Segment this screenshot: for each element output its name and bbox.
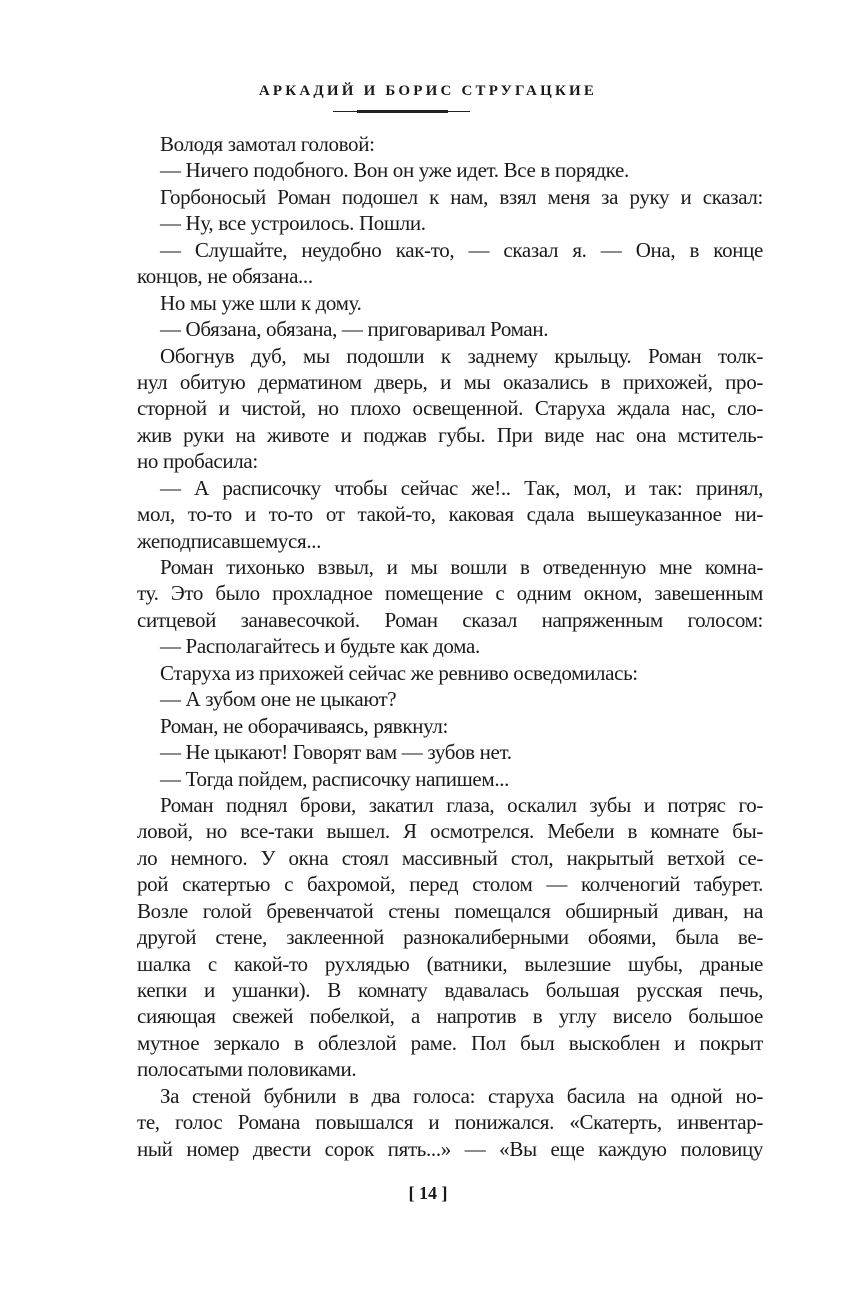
text-line: — Ну, все устроилось. Пошли. [160,211,426,236]
text-line: кепки и ушанки). В комнату вдавалась большая русская печь, [137,978,763,1002]
text-line: концов, не обязана... [137,264,313,289]
text-line: — А зубом оне не цыкают? [160,687,397,712]
body-text [137,131,763,1162]
text-line: ло немного. У окна стоял массивный стол, накрытый ветхой се- [137,845,763,870]
text-line: сторной и чистой, но плохо освещенной. Старуха ждала нас, сло- [137,396,763,421]
text-line: Горбоносый Роман подошел к нам, взял меня за руку и сказал: [160,184,763,209]
text-line: мутное зеркало в облезлой раме. Пол был выскоблен и покрыт [137,1030,763,1055]
text-line: Володя замотал головой: [160,132,375,156]
text-line: Но мы уже шли к дому. [160,290,362,315]
text-line: — Ничего подобного. Вон он уже идет. Все в порядке. [160,158,629,183]
text-line: жив руки на животе и поджав губы. При виде нас она мститель- [137,422,763,447]
text-line: но пробасила: [137,449,258,474]
text-line: — А расписочку чтобы сейчас же!.. Так, мол, и так: принял, [160,475,763,500]
text-line: Роман поднял брови, закатил глаза, оскалил зубы и потряс го- [160,792,763,817]
running-header: АРКАДИЙ И БОРИС СТРУГАЦКИЕ [258,83,598,99]
text-line: другой стене, заклеенной разнокалиберными обоями, была ве- [137,925,763,950]
text-line: шалка с какой-то рухлядью (ватники, вылезшие шубы, драные [137,951,763,976]
text-line: — Располагайтесь и будьте как дома. [160,634,480,659]
text-line: те, голос Романа повышался и понижался. «Скатерть, инвентар- [137,1110,763,1135]
text-line: рой скатертью с бахромой, перед столом — колченогий табурет. [137,872,763,897]
text-line: ту. Это было прохладное помещение с одним окном, завешенным [137,581,763,606]
text-line: Возле голой бревенчатой стены помещался обширный диван, на [137,898,763,923]
text-line: — Тогда пойдем, расписочку напишем... [160,766,510,791]
text-line: сияющая свежей побелкой, а напротив в углу висело большое [137,1004,763,1029]
text-line: нул обитую дерматином дверь, и мы оказались в прихожей, про- [137,369,763,394]
text-line: — Слушайте, неудобно как-то, — сказал я. — Она, в конце [160,237,763,262]
text-line: — Не цыкают! Говорят вам — зубов нет. [160,740,512,765]
header-rule-thick [357,110,448,113]
text-line: ловой, но все-таки вышел. Я осмотрелся. Мебели в комнате бы- [137,819,763,844]
text-line: ситцевой занавесочкой. Роман сказал напряженным голосом: [137,607,763,632]
text-line: Старуха из прихожей сейчас же ревниво осведомилась: [160,660,638,685]
text-line: ный номер двести сорок пять...» — «Вы еще каждую половицу [137,1136,763,1161]
text-line: — Обязана, обязана, — приговаривал Роман. [160,317,549,342]
text-line: жеподписавшемуся... [137,528,322,553]
text-line: Роман, не оборачиваясь, рявкнул: [160,713,448,738]
text-line: Роман тихонько взвыл, и мы вошли в отведенную мне комна- [160,555,763,579]
text-line: За стеной бубнили в два голоса: старуха басила на одной но- [160,1083,763,1108]
page-number: [ 14 ] [408,1183,448,1203]
text-line: мол, то-то и то-то от такой-то, каковая сдала вышеуказанное ни- [137,502,763,527]
text-line: Обогнув дуб, мы подошли к заднему крыльцу. Роман толк- [160,343,763,368]
text-line: полосатыми половиками. [137,1057,357,1082]
